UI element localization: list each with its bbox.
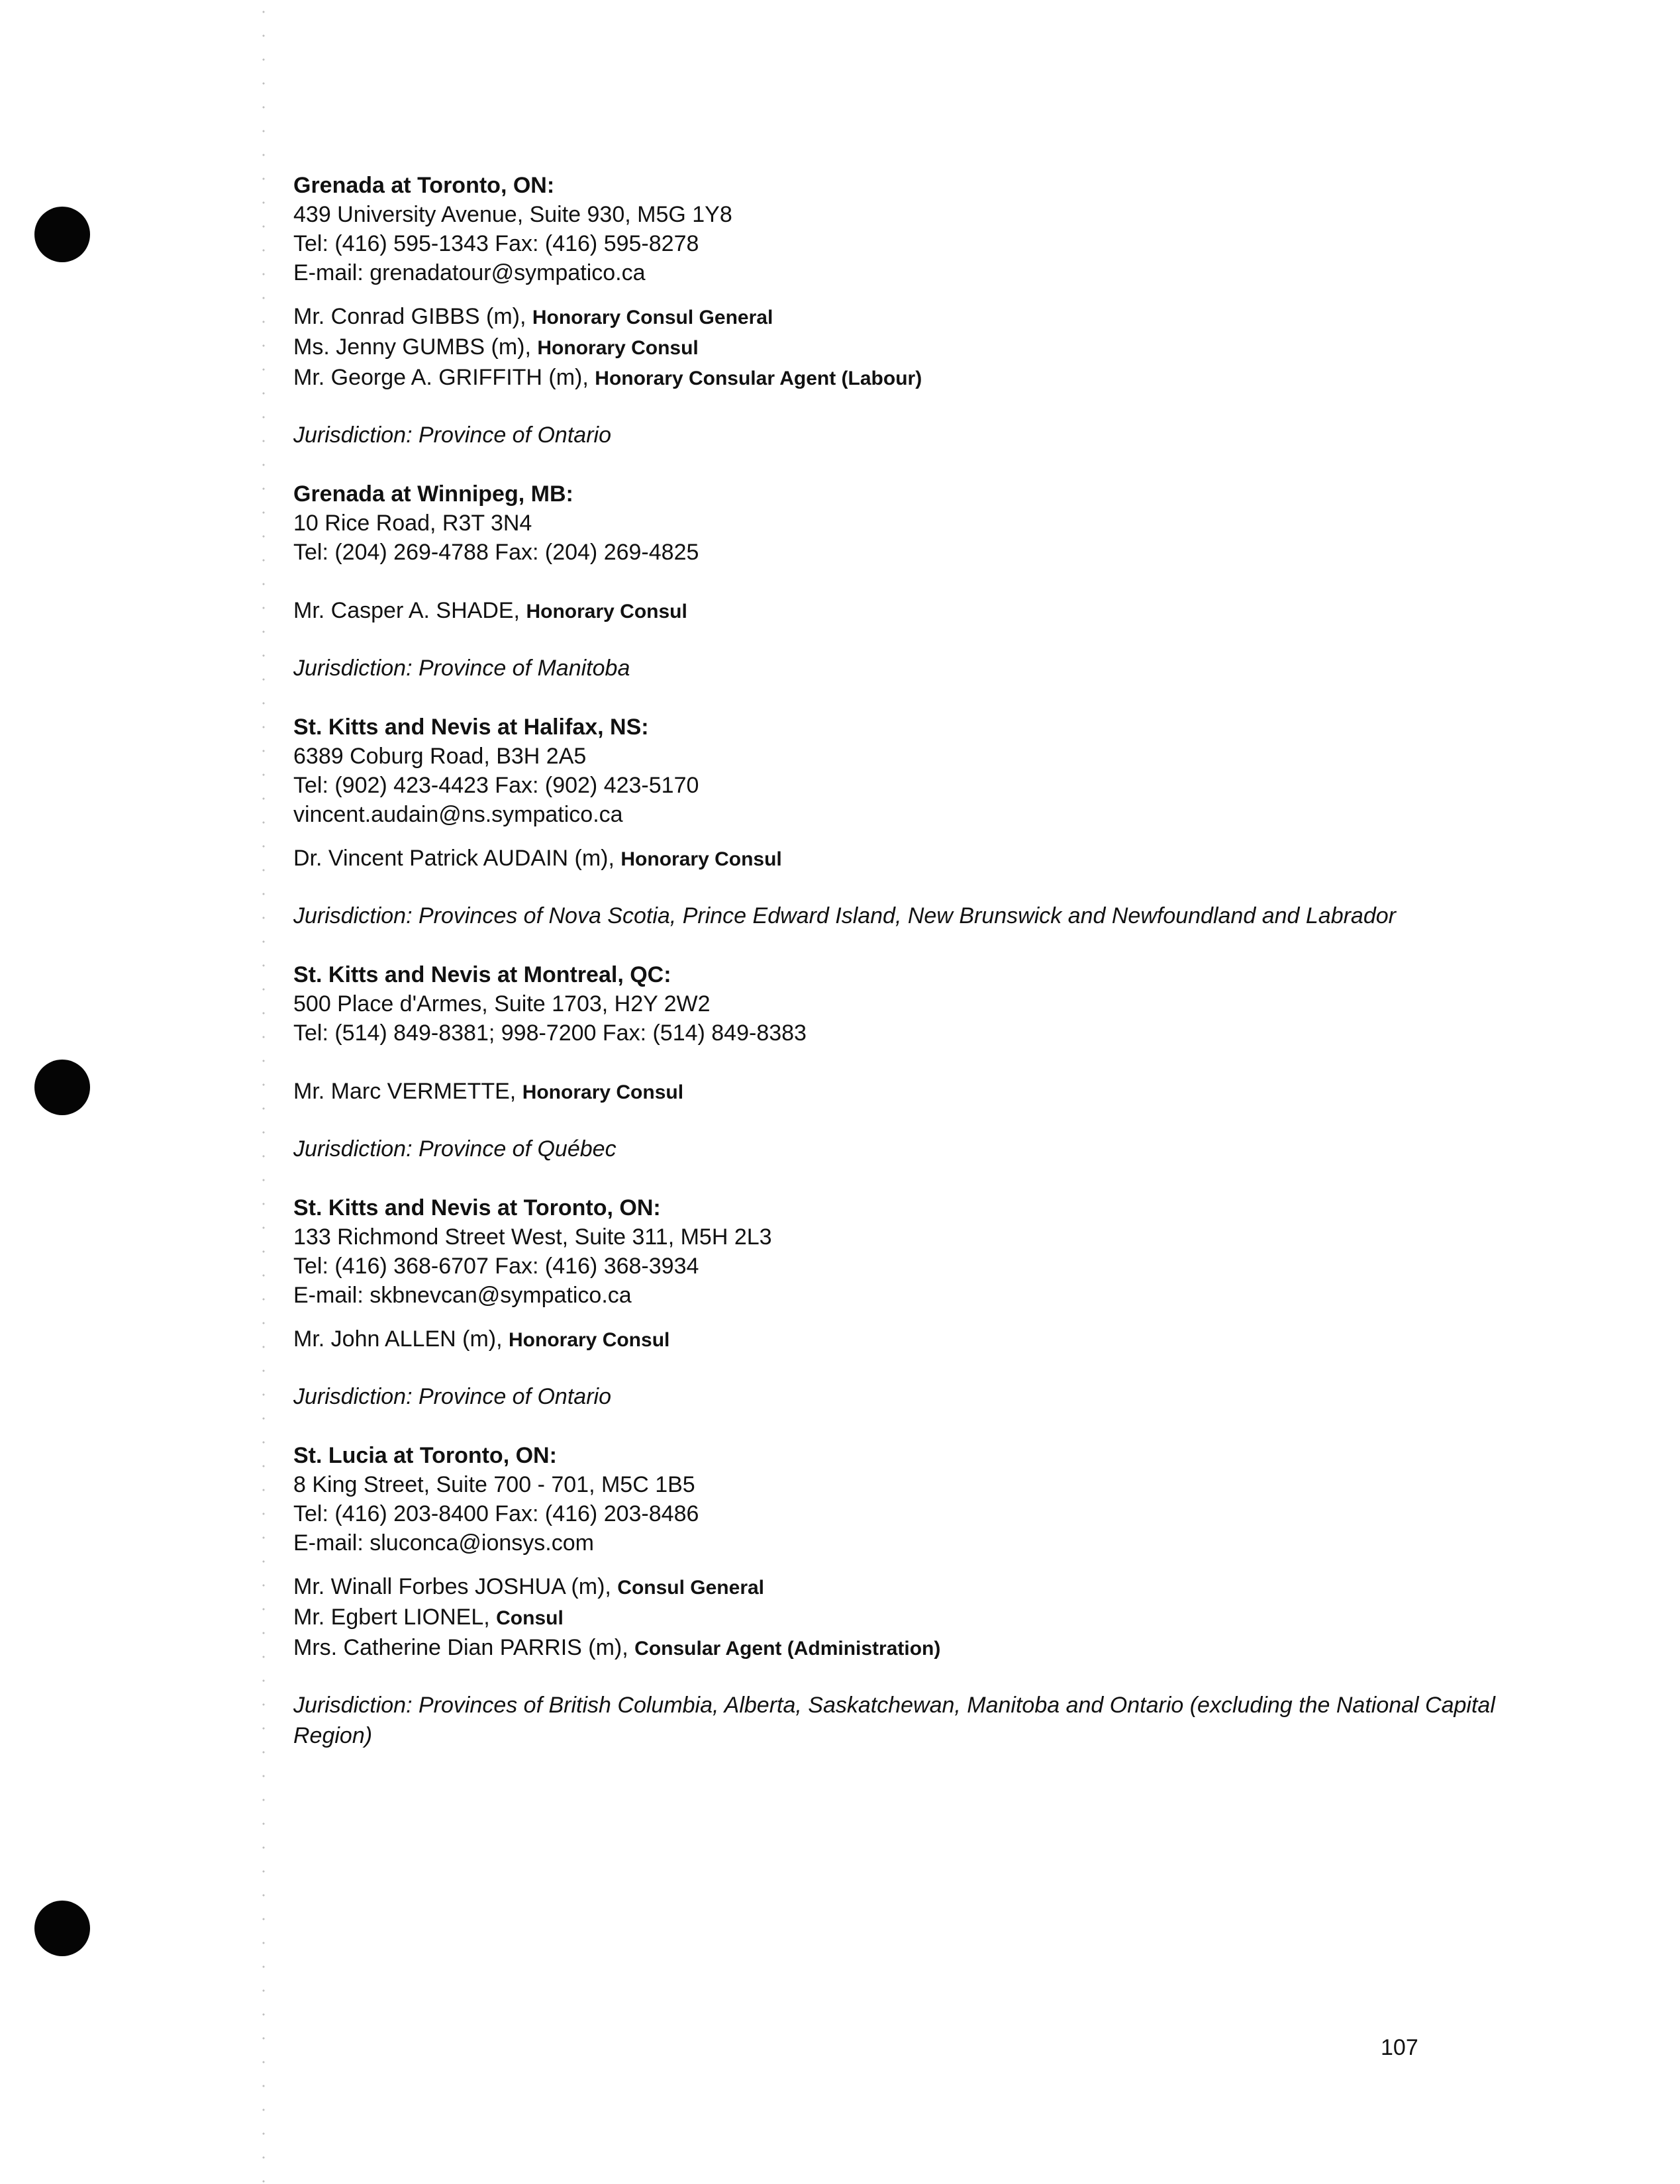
person-line bbox=[293, 363, 1518, 393]
jurisdiction-text: Jurisdiction: Province of Ontario bbox=[293, 1384, 611, 1409]
address-line: 500 Place d'Armes, Suite 1703, H2Y 2W2 bbox=[293, 991, 711, 1017]
person-name: Mrs. Catherine Dian PARRIS (m), bbox=[293, 1635, 628, 1660]
phone-fax-line: Tel: (416) 203-8400 Fax: (416) 203-8486 bbox=[293, 1501, 699, 1526]
person-role: Honorary Consul bbox=[522, 1081, 684, 1103]
person-name: Dr. Vincent Patrick AUDAIN (m), bbox=[293, 846, 615, 871]
punch-hole-middle bbox=[34, 1060, 90, 1115]
jurisdiction-text: Jurisdiction: Province of Ontario bbox=[293, 422, 611, 448]
entry-title: Grenada at Toronto, ON: bbox=[293, 173, 555, 198]
address-line: 6389 Coburg Road, B3H 2A5 bbox=[293, 744, 587, 769]
person-name: Ms. Jenny GUMBS (m), bbox=[293, 334, 531, 360]
person-role: Consul General bbox=[617, 1577, 765, 1599]
person-name: Mr. Casper A. SHADE, bbox=[293, 598, 520, 623]
consulate-entry-stkitts-montreal bbox=[293, 960, 1518, 1164]
phone-fax-line: Tel: (514) 849-8381; 998-7200 Fax: (514) 849-8383 bbox=[293, 1020, 807, 1046]
entry-title: St. Kitts and Nevis at Toronto, ON: bbox=[293, 1195, 661, 1220]
jurisdiction-text: Jurisdiction: Province of Manitoba bbox=[293, 656, 630, 681]
punch-hole-top bbox=[34, 207, 90, 262]
email-line: E-mail: skbnevcan@sympatico.ca bbox=[293, 1283, 632, 1308]
entry-title: St. Kitts and Nevis at Montreal, QC: bbox=[293, 962, 671, 987]
person-line bbox=[293, 1603, 1518, 1633]
person-name: Mr. Egbert LIONEL, bbox=[293, 1605, 490, 1630]
consulate-entry-stkitts-toronto bbox=[293, 1193, 1518, 1412]
people-list bbox=[293, 1572, 1518, 1663]
people-list bbox=[293, 596, 1518, 626]
phone-fax-line: Tel: (204) 269-4788 Fax: (204) 269-4825 bbox=[293, 540, 699, 565]
email-line: E-mail: grenadatour@sympatico.ca bbox=[293, 260, 646, 285]
person-role: Honorary Consul bbox=[509, 1329, 670, 1351]
people-list bbox=[293, 1324, 1518, 1355]
person-role: Consul bbox=[496, 1607, 564, 1629]
person-role: Honorary Consul General bbox=[532, 307, 773, 328]
address-line: 133 Richmond Street West, Suite 311, M5H 2L3 bbox=[293, 1224, 772, 1250]
person-line bbox=[293, 596, 1518, 626]
people-list bbox=[293, 844, 1518, 874]
email-line: vincent.audain@ns.sympatico.ca bbox=[293, 802, 623, 827]
person-role: Honorary Consul bbox=[620, 848, 782, 870]
punch-hole-bottom bbox=[34, 1901, 90, 1956]
consulate-entry-grenada-toronto bbox=[293, 171, 1518, 450]
entry-title: St. Lucia at Toronto, ON: bbox=[293, 1443, 557, 1468]
people-list bbox=[293, 302, 1518, 393]
person-line bbox=[293, 1324, 1518, 1355]
person-name: Mr. Marc VERMETTE, bbox=[293, 1079, 517, 1104]
person-role: Honorary Consular Agent (Labour) bbox=[595, 368, 922, 389]
address-line: 10 Rice Road, R3T 3N4 bbox=[293, 511, 532, 536]
phone-fax-line: Tel: (416) 595-1343 Fax: (416) 595-8278 bbox=[293, 231, 699, 256]
consulate-entry-grenada-winnipeg bbox=[293, 479, 1518, 683]
phone-fax-line: Tel: (902) 423-4423 Fax: (902) 423-5170 bbox=[293, 773, 699, 798]
person-name: Mr. Winall Forbes JOSHUA (m), bbox=[293, 1574, 611, 1599]
margin-scan-dots bbox=[262, 0, 266, 2184]
jurisdiction-text: Jurisdiction: Provinces of Nova Scotia, Prince Edward Island, New Brunswick and Newfoundland and Labrador bbox=[293, 903, 1396, 928]
entry-title: Grenada at Winnipeg, MB: bbox=[293, 481, 573, 507]
consulate-listing bbox=[293, 171, 1518, 1780]
person-name: Mr. Conrad GIBBS (m), bbox=[293, 304, 526, 329]
entry-title: St. Kitts and Nevis at Halifax, NS: bbox=[293, 715, 649, 740]
consulate-entry-stkitts-halifax bbox=[293, 713, 1518, 931]
person-role: Honorary Consul bbox=[526, 601, 687, 622]
person-line bbox=[293, 1572, 1518, 1603]
address-line: 439 University Avenue, Suite 930, M5G 1Y8 bbox=[293, 202, 732, 227]
jurisdiction-text: Jurisdiction: Province of Québec bbox=[293, 1136, 617, 1162]
page-number: 107 bbox=[1381, 2035, 1418, 2060]
jurisdiction-text: Jurisdiction: Provinces of British Columbia, Alberta, Saskatchewan, Manitoba and Ontario (excluding the National Capital Region) bbox=[293, 1693, 1495, 1748]
person-line bbox=[293, 332, 1518, 363]
person-name: Mr. George A. GRIFFITH (m), bbox=[293, 365, 589, 390]
person-line bbox=[293, 1077, 1518, 1107]
person-role: Honorary Consul bbox=[537, 337, 699, 359]
consulate-entry-stlucia-toronto bbox=[293, 1441, 1518, 1751]
person-line bbox=[293, 1633, 1518, 1663]
phone-fax-line: Tel: (416) 368-6707 Fax: (416) 368-3934 bbox=[293, 1254, 699, 1279]
person-line bbox=[293, 844, 1518, 874]
people-list bbox=[293, 1077, 1518, 1107]
person-line bbox=[293, 302, 1518, 332]
person-role: Consular Agent (Administration) bbox=[634, 1638, 941, 1660]
email-line: E-mail: sluconca@ionsys.com bbox=[293, 1530, 594, 1556]
address-line: 8 King Street, Suite 700 - 701, M5C 1B5 bbox=[293, 1472, 695, 1497]
person-name: Mr. John ALLEN (m), bbox=[293, 1326, 503, 1352]
